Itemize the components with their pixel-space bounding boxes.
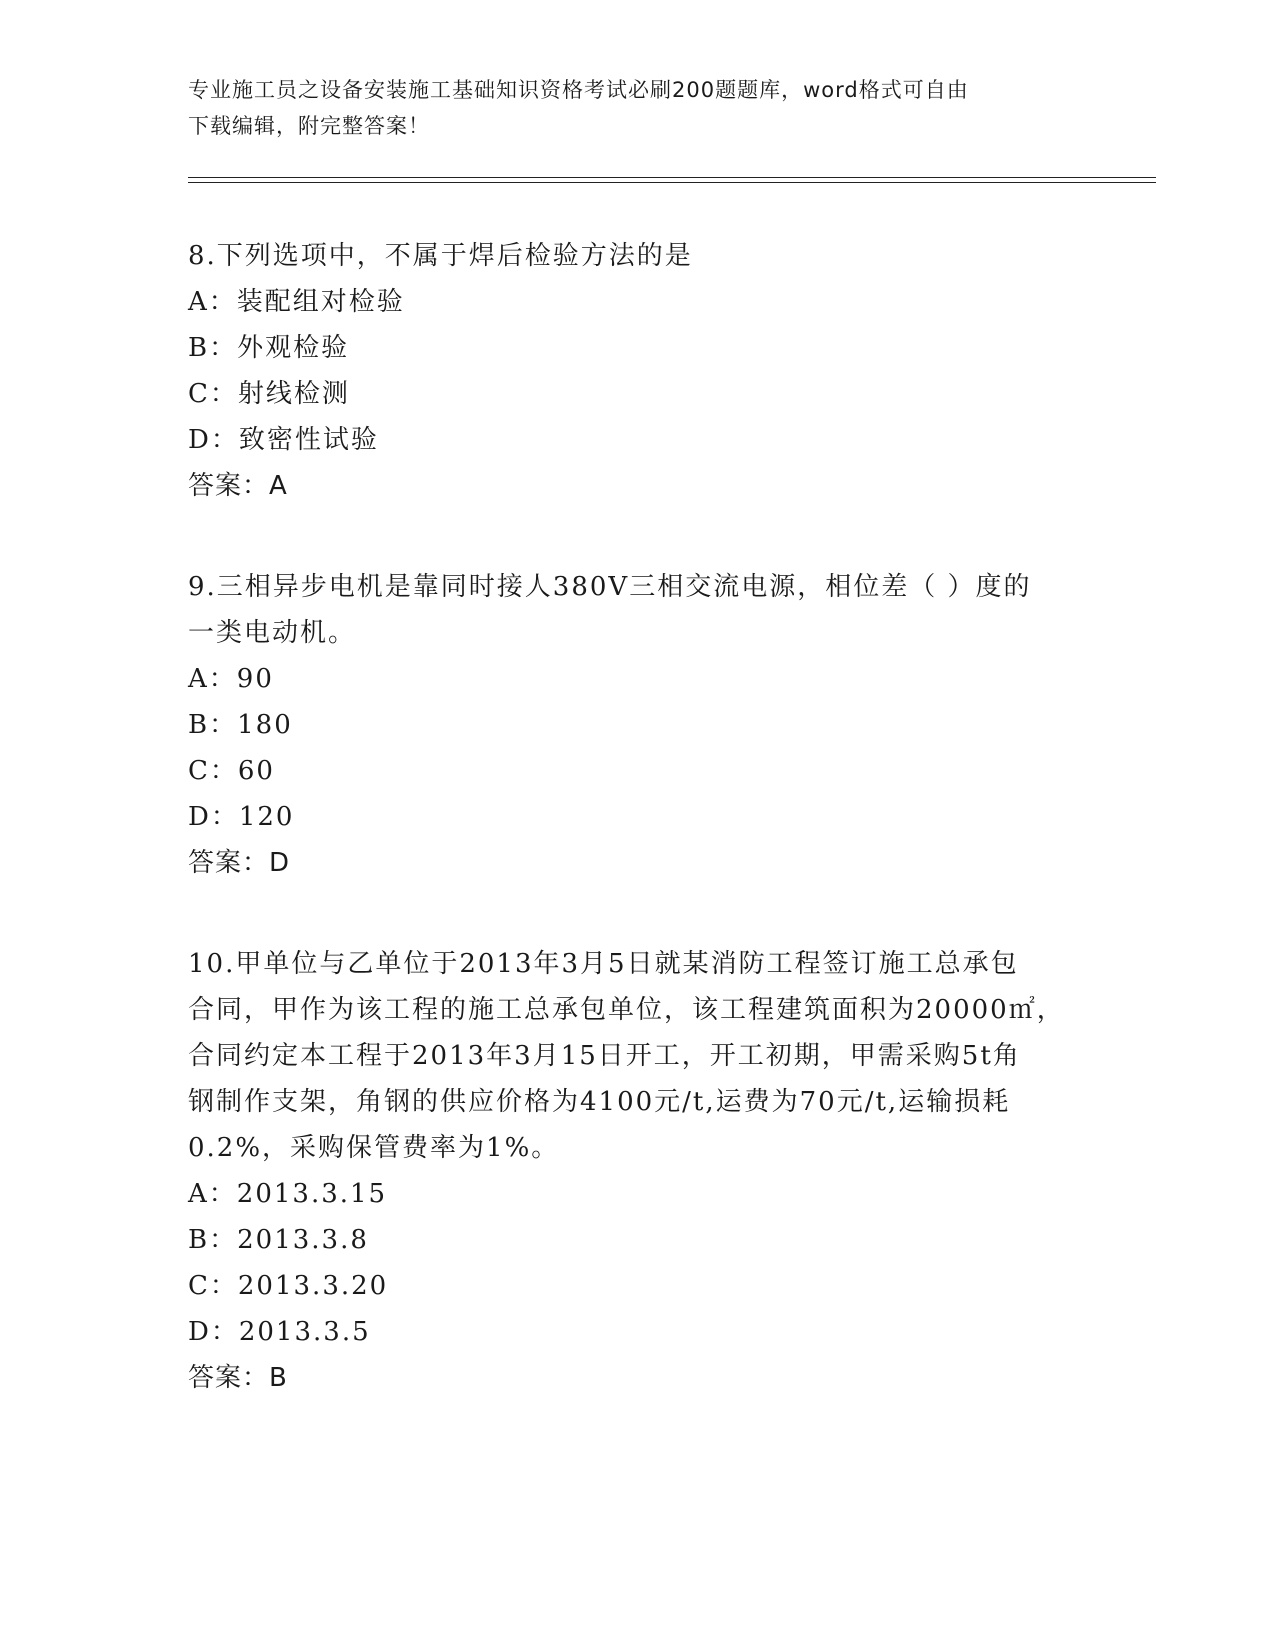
document-header — [188, 72, 1078, 144]
answer-line: 答案：B — [188, 1363, 288, 1393]
option-a: A：装配组对检验 — [188, 287, 405, 317]
option-b: B：2013.3.8 — [188, 1225, 369, 1255]
header-divider-bottom — [188, 182, 1156, 183]
option-d: D：2013.3.5 — [188, 1317, 371, 1347]
question-stem-continued: 0.2%，采购保管费率为1%。 — [188, 1133, 560, 1163]
answer-line: 答案：D — [188, 848, 291, 878]
question-stem-continued: 钢制作支架，角钢的供应价格为4100元/t,运费为70元/t,运输损耗 — [188, 1087, 1011, 1117]
question-stem-continued: 合同，甲作为该工程的施工总承包单位，该工程建筑面积为20000㎡， — [188, 995, 1065, 1025]
question-8 — [188, 233, 1088, 509]
answer-line: 答案：A — [188, 471, 288, 501]
question-10 — [188, 941, 1088, 1401]
option-b: B：外观检验 — [188, 333, 350, 363]
question-stem: 9.三相异步电机是靠同时接人380V三相交流电源，相位差（ ）度的 — [188, 572, 1032, 602]
option-c: C：60 — [188, 756, 275, 786]
option-a: A：90 — [188, 664, 274, 694]
option-d: D：致密性试验 — [188, 425, 379, 455]
header-line-1: 专业施工员之设备安装施工基础知识资格考试必刷200题题库，word格式可自由 — [188, 78, 969, 102]
header-divider-top — [188, 177, 1156, 178]
header-line-2: 下载编辑，附完整答案！ — [188, 114, 430, 138]
question-list — [188, 233, 1088, 1456]
question-stem-continued: 合同约定本工程于2013年3月15日开工，开工初期，甲需采购5t角 — [188, 1041, 1021, 1071]
question-stem: 8.下列选项中，不属于焊后检验方法的是 — [188, 241, 693, 271]
option-b: B：180 — [188, 710, 293, 740]
option-c: C：2013.3.20 — [188, 1271, 389, 1301]
question-stem-continued: 一类电动机。 — [188, 618, 357, 648]
option-c: C：射线检测 — [188, 379, 350, 409]
question-stem: 10.甲单位与乙单位于2013年3月5日就某消防工程签订施工总承包 — [188, 949, 1019, 979]
option-a: A：2013.3.15 — [188, 1179, 388, 1209]
option-d: D：120 — [188, 802, 295, 832]
question-9 — [188, 564, 1088, 886]
